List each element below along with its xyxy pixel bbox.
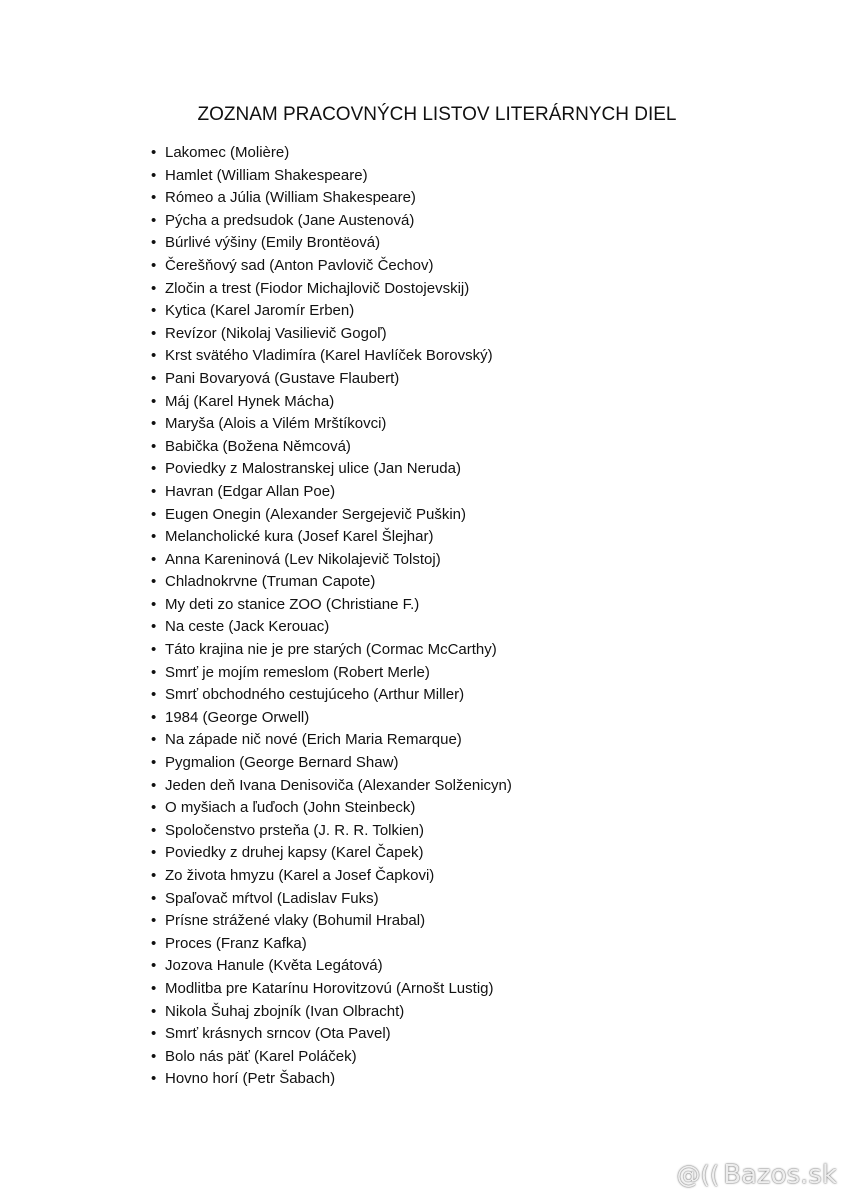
- list-item: [151, 684, 512, 707]
- list-item: [151, 142, 512, 165]
- list-item-text: Bolo nás päť (Karel Poláček): [165, 1047, 357, 1065]
- bazos-logo-icon: @((: [676, 1161, 720, 1189]
- list-item-text: Rómeo a Júlia (William Shakespeare): [165, 189, 416, 207]
- list-item-text: Melancholické kura (Josef Karel Šlejhar): [165, 528, 434, 546]
- bullet-icon: •: [151, 957, 157, 975]
- list-item-text: Nikola Šuhaj zbojník (Ivan Olbracht): [165, 1002, 405, 1020]
- literary-works-list: [151, 142, 512, 1091]
- list-item: [151, 729, 512, 752]
- list-item: [151, 616, 512, 639]
- page-title: ZOZNAM PRACOVNÝCH LISTOV LITERÁRNYCH DIEL: [197, 104, 677, 125]
- list-item: [151, 978, 512, 1001]
- list-item-text: Proces (Franz Kafka): [165, 934, 307, 952]
- list-item-text: My deti zo stanice ZOO (Christiane F.): [165, 595, 420, 613]
- list-item-text: Lakomec (Molière): [165, 144, 290, 161]
- list-item: [151, 278, 512, 301]
- list-item-text: Anna Kareninová (Lev Nikolajevič Tolstoj): [165, 550, 441, 568]
- bullet-icon: •: [151, 324, 157, 342]
- list-item-text: Búrlivé výšiny (Emily Brontëová): [165, 234, 381, 252]
- list-item: [151, 368, 512, 391]
- bullet-icon: •: [151, 189, 157, 207]
- bullet-icon: •: [151, 1047, 157, 1065]
- list-item: [151, 210, 512, 233]
- bullet-icon: •: [151, 392, 157, 410]
- bullet-icon: •: [151, 641, 157, 659]
- list-item-text: Modlitba pre Katarínu Horovitzovú (Arnošt Lustig): [165, 979, 494, 997]
- list-item: [151, 910, 512, 933]
- bullet-icon: •: [151, 934, 157, 952]
- list-item: [151, 1023, 512, 1046]
- bullet-icon: •: [151, 912, 157, 930]
- bullet-icon: •: [151, 844, 157, 862]
- list-item-text: Smrť obchodného cestujúceho (Arthur Miller): [165, 686, 465, 704]
- list-item: [151, 413, 512, 436]
- list-item: [151, 775, 512, 798]
- bullet-icon: •: [151, 1070, 157, 1088]
- list-item: [151, 1046, 512, 1069]
- list-item: [151, 888, 512, 911]
- list-item: [151, 1001, 512, 1024]
- list-item-text: Maryša (Alois a Vilém Mrštíkovci): [165, 415, 387, 433]
- bullet-icon: •: [151, 279, 157, 297]
- bullet-icon: •: [151, 144, 157, 161]
- list-item-text: Jozova Hanule (Květa Legátová): [165, 957, 383, 975]
- list-item-text: Čerešňový sad (Anton Pavlovič Čechov): [165, 256, 434, 274]
- bullet-icon: •: [151, 1025, 157, 1043]
- list-item-text: Kytica (Karel Jaromír Erben): [165, 302, 355, 320]
- list-item-text: Krst svätého Vladimíra (Karel Havlíček Borovský): [165, 347, 493, 365]
- bullet-icon: •: [151, 776, 157, 794]
- list-item-text: Na západe nič nové (Erich Maria Remarque): [165, 731, 462, 749]
- bullet-icon: •: [151, 979, 157, 997]
- list-item-text: Smrť krásnych srncov (Ota Pavel): [165, 1025, 391, 1043]
- list-item: [151, 526, 512, 549]
- bullet-icon: •: [151, 731, 157, 749]
- list-item-text: Poviedky z druhej kapsy (Karel Čapek): [165, 844, 424, 862]
- bullet-icon: •: [151, 234, 157, 252]
- bullet-icon: •: [151, 821, 157, 839]
- list-item-text: Prísne strážené vlaky (Bohumil Hrabal): [165, 912, 426, 930]
- list-item: [151, 955, 512, 978]
- list-item: [151, 842, 512, 865]
- bullet-icon: •: [151, 686, 157, 704]
- bullet-icon: •: [151, 1002, 157, 1020]
- list-item: [151, 662, 512, 685]
- list-item-text: Pani Bovaryová (Gustave Flaubert): [165, 369, 400, 387]
- list-item: [151, 436, 512, 459]
- list-item-text: Pygmalion (George Bernard Shaw): [165, 754, 399, 772]
- list-item-text: Táto krajina nie je pre starých (Cormac McCarthy): [165, 641, 497, 659]
- bullet-icon: •: [151, 867, 157, 884]
- list-item: [151, 391, 512, 414]
- bullet-icon: •: [151, 754, 157, 772]
- list-item-text: O myšiach a ľuďoch (John Steinbeck): [165, 799, 416, 817]
- list-item-text: 1984 (George Orwell): [165, 708, 310, 726]
- bullet-icon: •: [151, 708, 157, 726]
- list-item: [151, 187, 512, 210]
- bullet-icon: •: [151, 415, 157, 433]
- list-item: [151, 1068, 512, 1091]
- list-item: [151, 865, 512, 888]
- list-item: [151, 345, 512, 368]
- list-item: [151, 707, 512, 730]
- list-item-text: Babička (Božena Němcová): [165, 437, 351, 455]
- bullet-icon: •: [151, 595, 157, 613]
- list-item-text: Pýcha a predsudok (Jane Austenová): [165, 211, 415, 229]
- bullet-icon: •: [151, 528, 157, 546]
- bullet-icon: •: [151, 347, 157, 365]
- list-item-text: Revízor (Nikolaj Vasilievič Gogoľ): [165, 324, 387, 342]
- list-item: [151, 639, 512, 662]
- list-item-text: Máj (Karel Hynek Mácha): [165, 392, 335, 410]
- bullet-icon: •: [151, 618, 157, 636]
- list-item-text: Hamlet (William Shakespeare): [165, 166, 368, 184]
- list-item-text: Zo života hmyzu (Karel a Josef Čapkovi): [165, 867, 435, 884]
- list-item-text: Smrť je mojím remeslom (Robert Merle): [165, 663, 430, 681]
- list-item: [151, 933, 512, 956]
- bullet-icon: •: [151, 302, 157, 320]
- list-item: [151, 255, 512, 278]
- bullet-icon: •: [151, 550, 157, 568]
- list-item: [151, 165, 512, 188]
- list-item-text: Chladnokrvne (Truman Capote): [165, 573, 376, 591]
- bullet-icon: •: [151, 437, 157, 455]
- list-item-text: Jeden deň Ivana Denisoviča (Alexander Solženicyn): [165, 776, 512, 794]
- watermark-text: Bazos.sk: [723, 1160, 837, 1190]
- list-item: [151, 797, 512, 820]
- list-item-text: Hovno horí (Petr Šabach): [165, 1070, 336, 1088]
- bullet-icon: •: [151, 889, 157, 907]
- bullet-icon: •: [151, 573, 157, 591]
- list-item-text: Eugen Onegin (Alexander Sergejevič Puškin): [165, 505, 467, 523]
- bullet-icon: •: [151, 505, 157, 523]
- bazos-watermark: [677, 1160, 837, 1190]
- list-item: [151, 752, 512, 775]
- list-item: [151, 481, 512, 504]
- bullet-icon: •: [151, 799, 157, 817]
- bullet-icon: •: [151, 663, 157, 681]
- bullet-icon: •: [151, 460, 157, 478]
- list-item: [151, 571, 512, 594]
- list-item: [151, 594, 512, 617]
- list-item-text: Zločin a trest (Fiodor Michajlovič Dostojevskij): [165, 279, 470, 297]
- list-item-text: Spoločenstvo prsteňa (J. R. R. Tolkien): [165, 821, 425, 839]
- bullet-icon: •: [151, 482, 157, 500]
- bullet-icon: •: [151, 166, 157, 184]
- list-item-text: Na ceste (Jack Kerouac): [165, 618, 330, 636]
- list-item-text: Spaľovač mŕtvol (Ladislav Fuks): [165, 889, 379, 907]
- list-item: [151, 504, 512, 527]
- list-item-text: Havran (Edgar Allan Poe): [165, 482, 336, 500]
- list-item: [151, 549, 512, 572]
- list-item-text: Poviedky z Malostranskej ulice (Jan Neruda): [165, 460, 461, 478]
- list-item: [151, 820, 512, 843]
- bullet-icon: •: [151, 211, 157, 229]
- list-item: [151, 458, 512, 481]
- bullet-icon: •: [151, 369, 157, 387]
- list-item: [151, 300, 512, 323]
- list-item: [151, 323, 512, 346]
- bullet-icon: •: [151, 256, 157, 274]
- list-item: [151, 232, 512, 255]
